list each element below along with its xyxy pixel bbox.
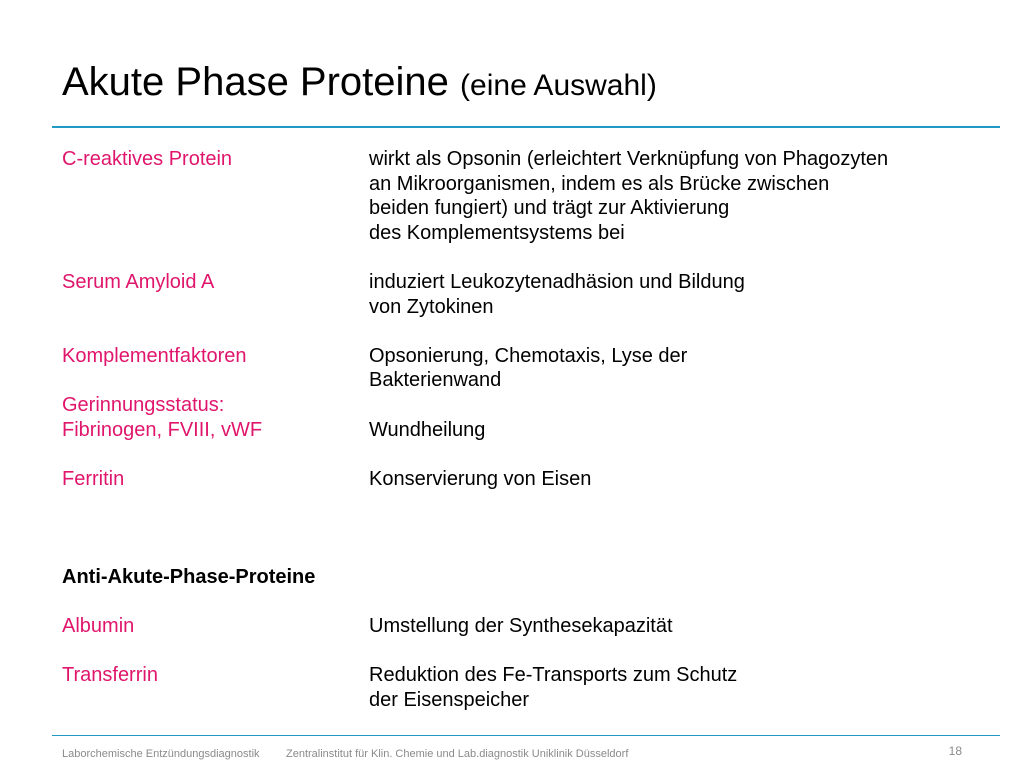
entry-description: [369, 344, 982, 393]
page-number: 18: [948, 744, 962, 758]
entry-term: [62, 270, 369, 319]
footer-institution: Zentralinstitut für Klin. Chemie und Lab.diagnostik Uniklinik Düsseldorf: [286, 748, 629, 760]
footer-course: Laborchemische Entzündungsdiagnostik: [62, 748, 260, 760]
slide-content: [62, 147, 982, 713]
spacer: [62, 442, 982, 467]
desc-line: Opsonierung, Chemotaxis, Lyse der: [369, 344, 688, 367]
spacer: [62, 541, 982, 566]
entry-term: [62, 614, 369, 639]
entry-term: [62, 393, 369, 442]
entry-transferrin: [62, 663, 982, 712]
entry-term: [62, 467, 369, 492]
entry-description: [369, 393, 982, 442]
entry-albumin: [62, 614, 982, 639]
desc-line: wirkt als Opsonin (erleichtert Verknüpfung von Phagozyten: [369, 148, 889, 170]
desc-line: beiden fungiert) und trägt zur Aktivierung: [369, 197, 730, 220]
desc-line: Konservierung von Eisen: [369, 467, 592, 490]
entry-description: [369, 663, 982, 712]
spacer: [62, 319, 982, 344]
desc-line: Umstellung der Synthesekapazität: [369, 615, 673, 638]
term-line: Komplementfaktoren: [62, 344, 247, 367]
anti-phase-heading: Anti-Akute-Phase-Proteine: [62, 566, 316, 589]
spacer: [62, 245, 982, 270]
term-line: C-reaktives Protein: [62, 148, 233, 170]
entry-c-reaktives-protein: [62, 147, 982, 245]
entry-description: [369, 147, 982, 245]
desc-line: an Mikroorganismen, indem es als Brücke zwischen: [369, 172, 830, 195]
desc-line: Bakterienwand: [369, 369, 502, 392]
term-line: Ferritin: [62, 467, 125, 490]
desc-line: von Zytokinen: [369, 295, 494, 318]
entry-gerinnungsstatus: [62, 393, 982, 442]
term-line: Albumin: [62, 615, 135, 638]
title-divider: [52, 126, 1000, 128]
slide-title: [62, 60, 657, 104]
desc-line: [369, 393, 982, 418]
entry-term: [62, 344, 369, 393]
desc-line: Reduktion des Fe-Transports zum Schutz: [369, 664, 738, 687]
spacer: [62, 516, 982, 541]
title-sub: (eine Auswahl): [460, 69, 657, 102]
spacer: [62, 491, 982, 516]
term-line: Fibrinogen, FVIII, vWF: [62, 418, 263, 441]
term-line: Transferrin: [62, 664, 158, 687]
entry-ferritin: [62, 467, 982, 492]
desc-line: induziert Leukozytenadhäsion und Bildung: [369, 270, 745, 293]
entry-term: [62, 663, 369, 712]
term-line: Serum Amyloid A: [62, 270, 215, 293]
entry-description: [369, 270, 982, 319]
entry-description: [369, 467, 982, 492]
entry-komplementfaktoren: [62, 344, 982, 393]
entry-serum-amyloid-a: [62, 270, 982, 319]
spacer: [62, 590, 982, 615]
term-line: Gerinnungsstatus:: [62, 393, 225, 416]
title-main: Akute Phase Proteine: [62, 60, 449, 104]
spacer: [62, 639, 982, 664]
entry-term: [62, 147, 369, 245]
desc-line: Wundheilung: [369, 418, 486, 441]
desc-line: des Komplementsystems bei: [369, 221, 625, 244]
desc-line: der Eisenspeicher: [369, 689, 530, 712]
footer-divider: [52, 735, 1000, 736]
entry-description: [369, 614, 982, 639]
